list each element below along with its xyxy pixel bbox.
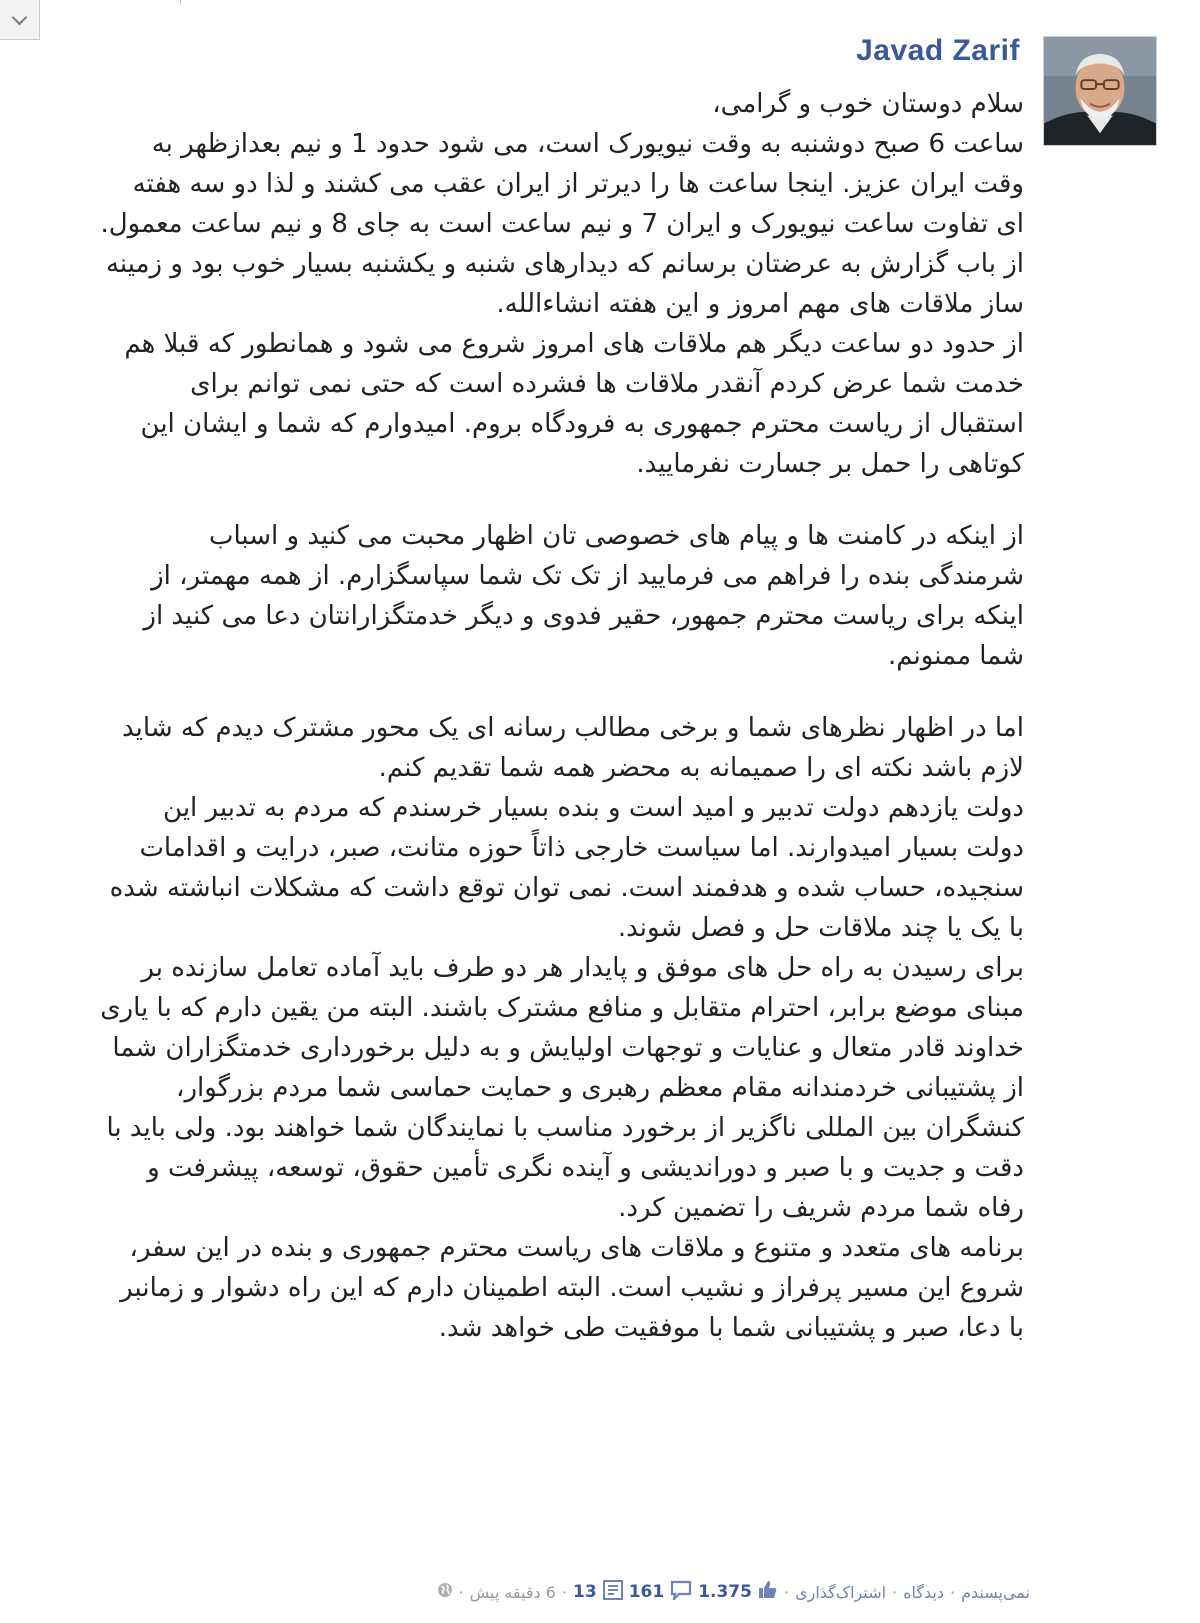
separator-dot: · [561,1582,568,1602]
post-timestamp[interactable]: 6 دقیقه پیش [469,1582,556,1602]
post-body [100,84,1024,1348]
post-options-dropdown[interactable] [0,0,40,40]
like-count[interactable]: 1.375 [698,1582,752,1602]
separator-dot: · [950,1582,956,1602]
unlike-link[interactable]: نمی‌پسندم [961,1582,1030,1602]
divider [180,0,191,4]
post-paragraph: سلام دوستان خوب و گرامی، ساعت 6 صبح دوشنبه به وقت نیویورک است، می شود حدود 1 و نیم بعدازظهر به وقت ایران عزیز. اینجا ساعت ها را دیرتر از ایران عقب می کشند و لذا دو سه هفته ای تفاوت ساعت نیویورک و ایران 7 و نیم ساعت است به جای 8 و نیم ساعت معمول. از باب گزارش به عرضتان برسانم که دیدارهای شنبه و یکشنبه بسیار خوب بود و زمینه ساز ملاقات های مهم امروز و این هفته انشاءالله. از حدود دو ساعت دیگر هم ملاقات های امروز شروع می شود و همانطور که قبلا هم خدمت شما عرض کردم آنقدر ملاقات ها فشرده است که حتی نمی توانم برای استقبال از ریاست محترم جمهوری به فرودگاه بروم. امیدوارم که شما و ایشان این کوتاهی را حمل بر جسارت نفرمایید. [100,89,1024,479]
share-link[interactable]: اشتراک‌گذاری [795,1582,887,1602]
profile-photo [1044,37,1156,145]
author-name[interactable]: Javad Zarif [856,34,1020,67]
thumbs-up-icon[interactable] [758,1580,778,1604]
post-paragraph: از اینکه در کامنت ها و پیام های خصوصی تان اظهار محبت می کنید و اسباب شرمندگی بنده را فراهم می فرمایید از تک تک شما سپاسگزارم. از همه مهمتر، از اینکه برای ریاست محترم جمهور، حقیر فدوی و دیگر خدمتگزارانتان دعا می کنید از شما ممنونم. [143,521,1024,671]
separator-dot: · [892,1582,898,1602]
comment-count[interactable]: 161 [628,1582,665,1602]
comment-bubble-icon[interactable] [670,1580,692,1604]
chevron-down-icon [12,10,28,26]
comment-link[interactable]: دیدگاه [903,1582,944,1602]
share-icon[interactable] [603,1580,623,1604]
separator-dot: · [458,1582,464,1602]
share-count[interactable]: 13 [573,1582,597,1602]
separator-dot: · [783,1582,790,1602]
avatar[interactable] [1043,36,1157,146]
post-actions-bar [200,1574,1030,1610]
globe-icon [437,1582,453,1602]
post-paragraph: اما در اظهار نظرهای شما و برخی مطالب رسانه ای یک محور مشترک دیدم که شاید لازم باشد نکته ای را صمیمانه به محضر همه شما تقدیم کنم. دولت یازدهم دولت تدبیر و امید است و بنده بسیار خرسندم که مردم به تدبیر این دولت بسیار امیدوارند. اما سیاست خارجی ذاتاً حوزه متانت، صبر، درایت و اقدامات سنجیده، حساب شده و هدفمند است. نمی توان توقع داشت که مشکلات انباشته شده با یک یا چند ملاقات حل و فصل شوند. برای رسیدن به راه حل های موفق و پایدار هر دو طرف باید آماده تعامل سازنده بر مبنای موضع برابر، احترام متقابل و منافع مشترک باشند. البته من یقین دارم که با یاری خداوند قادر متعال و عنایات و توجهات اولیایش و به دلیل برخورداری خدمتگزاران شما از پشتیبانی خردمندانه مقام معظم رهبری و حمایت حماسی شما مردم بزرگوار، کنشگران بین المللی ناگزیر از برخورد مناسب با نمایندگان شما خواهند بود. ولی باید با دقت و جدیت و با صبر و دوراندیشی و آینده نگری تأمین حقوق، توسعه، پیشرفت و رفاه شما مردم شریف را تضمین کرد. برنامه های متعدد و متنوع و ملاقات های ریاست محترم جمهوری و بنده در این سفر، شروع این مسیر پرفراز و نشیب است. البته اطمینان دارم که این راه دشوار و زمانبر با دعا، صبر و پشتیبانی شما با موفقیت طی خواهد شد. [100,713,1024,1343]
